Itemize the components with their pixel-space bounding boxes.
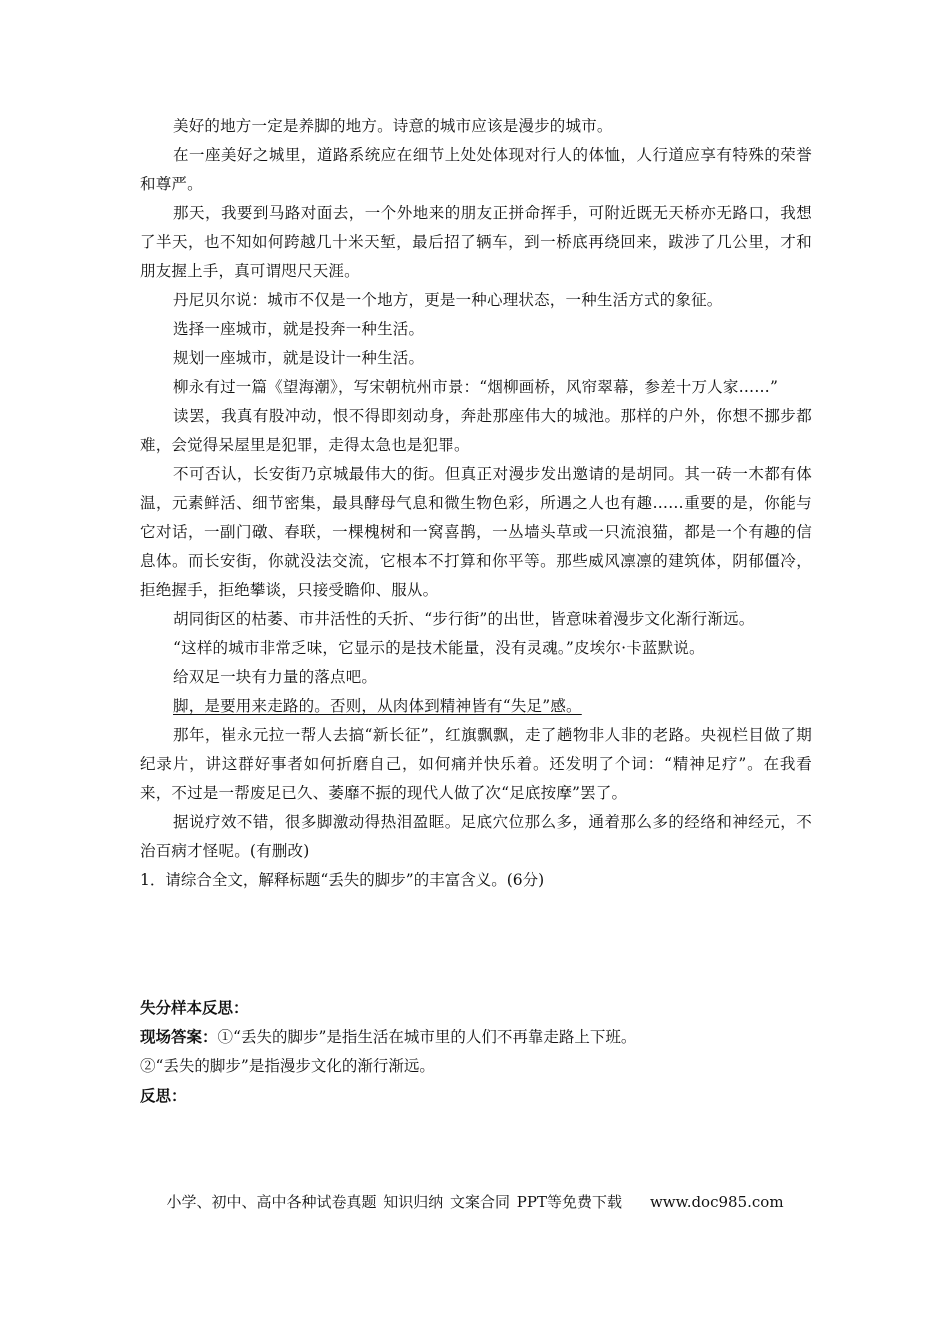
- underlined-sentence: 脚，是要用来走路的。否则，从肉体到精神皆有“失足”感。: [173, 697, 582, 715]
- passage-paragraph-8: 读罢，我真有股冲动，恨不得即刻动身，奔赴那座伟大的城池。那样的户外，你想不挪步都难，会觉得呆屋里是犯罪，走得太急也是犯罪。: [140, 407, 812, 454]
- passage-paragraph-10: 胡同街区的枯萎、市井活性的夭折、“步行街”的出世，皆意味着漫步文化渐行渐远。: [173, 610, 755, 628]
- sample-heading: 失分样本反思：: [140, 998, 249, 1017]
- sample-answer-line-1: [140, 1022, 812, 1052]
- passage-paragraph-3: 那天，我要到马路对面去，一个外地来的朋友正拼命挥手，可附近既无天桥亦无路口，我想了半天，也不知如何跨越几十米天堑，最后招了辆车，到一桥底再绕回来，跋涉了几公里，才和朋友握上手，真可谓咫尺天涯。: [140, 204, 812, 280]
- passage-paragraph-15: 据说疗效不错，很多脚激动得热泪盈眶。足底穴位那么多，通着那么多的经络和神经元，不治百病才怪呢。(有删改): [140, 813, 812, 860]
- passage-paragraph-2: 在一座美好之城里，道路系统应在细节上处处体现对行人的体恤，人行道应享有特殊的荣誉和尊严。: [140, 146, 812, 193]
- passage-paragraph-9: 不可否认，长安街乃京城最伟大的街。但真正对漫步发出邀请的是胡同。其一砖一木都有体温，元素鲜活、细节密集，最具酵母气息和微生物色彩，所遇之人也有趣……重要的是，你能与它对话，一副门礅、春联，一棵槐树和一窝喜鹊，一丛墙头草或一只流浪猫，都是一个有趣的信息体。而长安街，你就没法交流，它根本不打算和你平等。那些威风凛凛的建筑体，阴郁僵冷，拒绝握手，拒绝攀谈，只接受瞻仰、服从。: [140, 465, 812, 599]
- answer-item-2: ②“丢失的脚步”是指漫步文化的渐行渐远。: [140, 1057, 435, 1075]
- passage-paragraph-1: 美好的地方一定是养脚的地方。诗意的城市应该是漫步的城市。: [173, 117, 613, 135]
- footer-text: 小学、初中、高中各种试卷真题 知识归纳 文案合同 PPT等免费下载: [166, 1193, 622, 1211]
- answer-item-1: ①“丢失的脚步”是指生活在城市里的人们不再靠走路上下班。: [217, 1028, 637, 1046]
- passage-paragraph-4: 丹尼贝尔说：城市不仅是一个地方，更是一种心理状态，一种生活方式的象征。: [173, 291, 723, 309]
- reflection-label: 反思：: [140, 1086, 187, 1105]
- passage-paragraph-5: 选择一座城市，就是投奔一种生活。: [173, 320, 425, 338]
- page-footer: [0, 1190, 950, 1214]
- footer-site: www.doc985.com: [649, 1193, 784, 1211]
- passage-paragraph-12: 给双足一块有力量的落点吧。: [173, 668, 378, 686]
- passage-paragraph-7: 柳永有过一篇《望海潮》，写宋朝杭州市景：“烟柳画桥，风帘翠幕，参差十万人家……”: [173, 378, 779, 396]
- reflection-line: [140, 1081, 812, 1111]
- passage-paragraph-13-underlined: [140, 692, 812, 721]
- answer-label: 现场答案：: [140, 1027, 218, 1046]
- answer-space: [140, 895, 812, 993]
- question-1: 1．请综合全文，解释标题“丢失的脚步”的丰富含义。(6分): [140, 871, 545, 889]
- passage-paragraph-14: 那年，崔永元拉一帮人去搞“新长征”，红旗飘飘，走了趟物非人非的老路。央视栏目做了期纪录片，讲这群好事者如何折磨自己，如何痛并快乐着。还发明了个词：“精神足疗”。在我看来，不过是一帮废足已久、萎靡不振的现代人做了次“足底按摩”罢了。: [140, 726, 812, 802]
- document-body: [140, 112, 812, 1111]
- passage-paragraph-6: 规划一座城市，就是设计一种生活。: [173, 349, 425, 367]
- passage-paragraph-11: “这样的城市非常乏味，它显示的是技术能量，没有灵魂。”皮埃尔·卡蓝默说。: [173, 639, 705, 657]
